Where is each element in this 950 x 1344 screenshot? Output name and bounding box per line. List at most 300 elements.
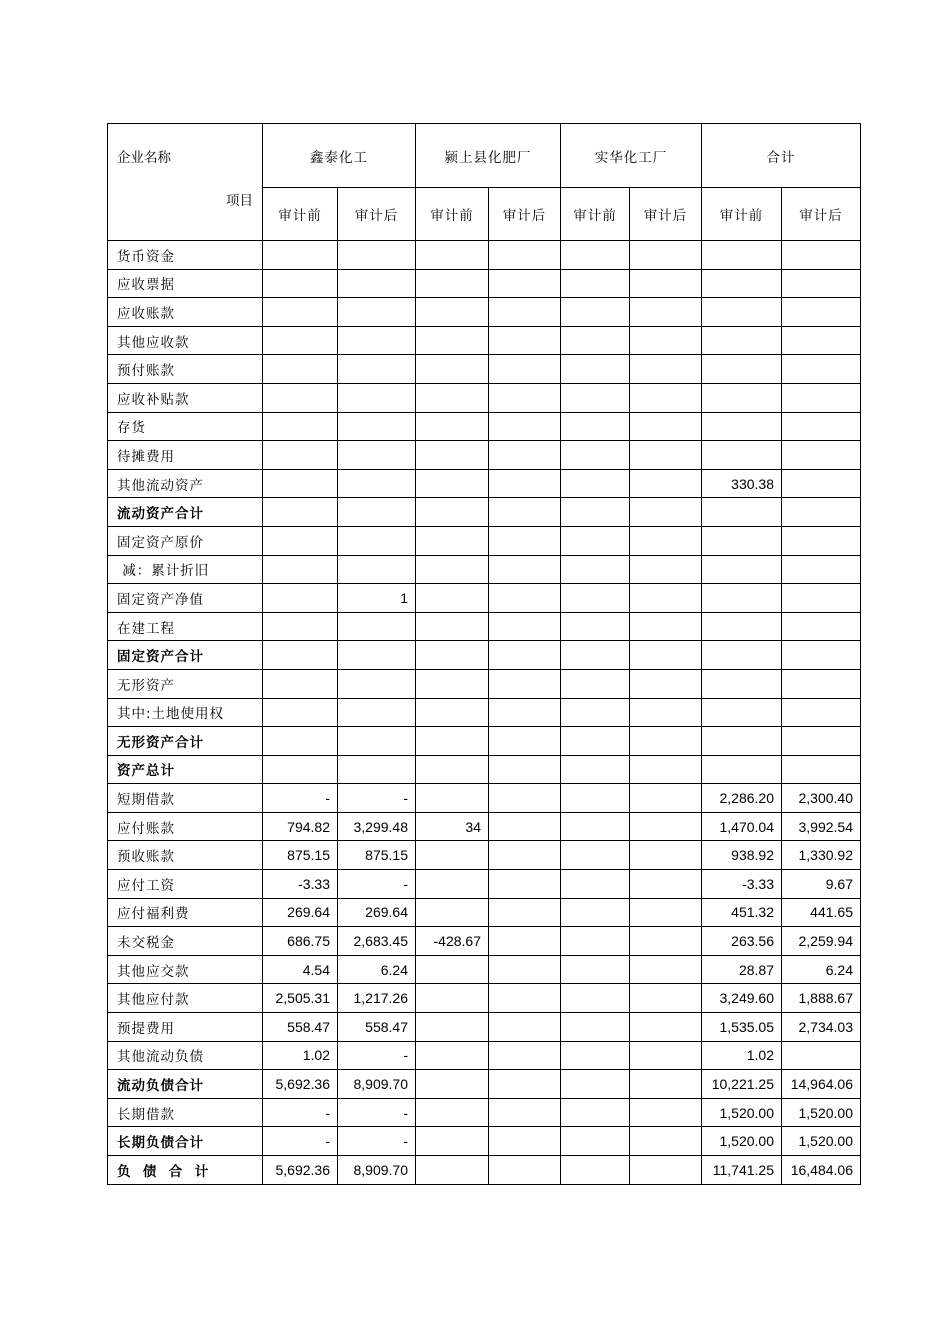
- row-label: 应付工资: [108, 870, 263, 899]
- value-cell: [561, 526, 630, 555]
- table-row: [108, 1070, 861, 1099]
- item-label: 项目: [226, 193, 253, 209]
- row-label: 其他应收款: [108, 326, 263, 355]
- table-row: [108, 584, 861, 613]
- value-cell: [630, 469, 702, 498]
- value-cell: [263, 698, 338, 727]
- value-cell: [702, 698, 782, 727]
- value-cell: [489, 669, 561, 698]
- value-cell: 8,909.70: [338, 1070, 416, 1099]
- value-cell: [561, 812, 630, 841]
- value-cell: 1,520.00: [702, 1127, 782, 1156]
- subheader-before: 审计前: [263, 188, 338, 241]
- value-cell: 9.67: [782, 870, 861, 899]
- value-cell: [561, 612, 630, 641]
- value-cell: 1,217.26: [338, 984, 416, 1013]
- value-cell: [561, 755, 630, 784]
- value-cell: [782, 555, 861, 584]
- value-cell: [561, 1156, 630, 1185]
- value-cell: [561, 298, 630, 327]
- table-row: [108, 1098, 861, 1127]
- value-cell: [416, 1041, 489, 1070]
- value-cell: [782, 1041, 861, 1070]
- value-cell: 451.32: [702, 898, 782, 927]
- value-cell: [630, 1127, 702, 1156]
- row-label: 无形资产: [108, 669, 263, 698]
- value-cell: 269.64: [263, 898, 338, 927]
- value-cell: 2,734.03: [782, 1013, 861, 1042]
- value-cell: [489, 1013, 561, 1042]
- value-cell: [561, 927, 630, 956]
- value-cell: [489, 1070, 561, 1099]
- row-label: 长期借款: [108, 1098, 263, 1127]
- value-cell: [561, 698, 630, 727]
- row-label: 在建工程: [108, 612, 263, 641]
- value-cell: -: [263, 1098, 338, 1127]
- value-cell: [702, 641, 782, 670]
- table-row: [108, 1127, 861, 1156]
- value-cell: [630, 669, 702, 698]
- value-cell: [702, 755, 782, 784]
- value-cell: 28.87: [702, 955, 782, 984]
- value-cell: [263, 755, 338, 784]
- table-row: [108, 241, 861, 270]
- row-label: 固定资产净值: [108, 584, 263, 613]
- value-cell: -: [338, 870, 416, 899]
- value-cell: [489, 1041, 561, 1070]
- row-label: 应付福利费: [108, 898, 263, 927]
- value-cell: [338, 412, 416, 441]
- value-cell: [782, 698, 861, 727]
- table-row: [108, 412, 861, 441]
- table-row: [108, 898, 861, 927]
- value-cell: [561, 641, 630, 670]
- header-row-companies: [108, 124, 861, 188]
- value-cell: [416, 755, 489, 784]
- value-cell: 2,259.94: [782, 927, 861, 956]
- value-cell: 263.56: [702, 927, 782, 956]
- value-cell: [489, 1156, 561, 1185]
- row-label: 资产总计: [108, 755, 263, 784]
- table-row: [108, 1013, 861, 1042]
- value-cell: [630, 841, 702, 870]
- value-cell: 875.15: [338, 841, 416, 870]
- value-cell: 2,300.40: [782, 784, 861, 813]
- subheader-after: 审计后: [630, 188, 702, 241]
- value-cell: 1,470.04: [702, 812, 782, 841]
- value-cell: [630, 526, 702, 555]
- value-cell: 875.15: [263, 841, 338, 870]
- value-cell: [416, 269, 489, 298]
- value-cell: [416, 412, 489, 441]
- value-cell: [416, 498, 489, 527]
- value-cell: [263, 669, 338, 698]
- row-label: 应付账款: [108, 812, 263, 841]
- value-cell: [489, 984, 561, 1013]
- company-name-label: 企业名称: [117, 150, 171, 166]
- value-cell: [561, 727, 630, 756]
- row-label: 其中:土地使用权: [108, 698, 263, 727]
- value-cell: [489, 755, 561, 784]
- value-cell: [489, 584, 561, 613]
- value-cell: -: [338, 1041, 416, 1070]
- value-cell: 3,299.48: [338, 812, 416, 841]
- value-cell: [782, 469, 861, 498]
- table-row: [108, 498, 861, 527]
- value-cell: 2,505.31: [263, 984, 338, 1013]
- value-cell: 2,286.20: [702, 784, 782, 813]
- value-cell: [263, 641, 338, 670]
- value-cell: [630, 441, 702, 470]
- value-cell: [489, 298, 561, 327]
- row-label: 预收账款: [108, 841, 263, 870]
- value-cell: [702, 526, 782, 555]
- value-cell: [630, 812, 702, 841]
- value-cell: [630, 1070, 702, 1099]
- value-cell: [489, 1098, 561, 1127]
- value-cell: [782, 669, 861, 698]
- value-cell: [489, 498, 561, 527]
- value-cell: [561, 412, 630, 441]
- table-row: [108, 469, 861, 498]
- value-cell: [561, 1041, 630, 1070]
- company-header-yingshang: 颍上县化肥厂: [416, 124, 561, 188]
- value-cell: [489, 698, 561, 727]
- value-cell: [489, 870, 561, 899]
- table-row: [108, 955, 861, 984]
- value-cell: [782, 498, 861, 527]
- value-cell: [416, 1156, 489, 1185]
- value-cell: [630, 898, 702, 927]
- subheader-after: 审计后: [489, 188, 561, 241]
- value-cell: [782, 269, 861, 298]
- value-cell: [263, 355, 338, 384]
- table-row: [108, 784, 861, 813]
- value-cell: [561, 355, 630, 384]
- value-cell: 16,484.06: [782, 1156, 861, 1185]
- value-cell: 14,964.06: [782, 1070, 861, 1099]
- value-cell: [630, 355, 702, 384]
- subheader-after: 审计后: [338, 188, 416, 241]
- value-cell: [630, 269, 702, 298]
- value-cell: [782, 412, 861, 441]
- value-cell: [416, 698, 489, 727]
- value-cell: [561, 955, 630, 984]
- value-cell: [416, 1070, 489, 1099]
- row-label: 其他应交款: [108, 955, 263, 984]
- value-cell: [630, 641, 702, 670]
- value-cell: [630, 984, 702, 1013]
- table-row: [108, 698, 861, 727]
- value-cell: [416, 584, 489, 613]
- value-cell: [702, 441, 782, 470]
- value-cell: [338, 241, 416, 270]
- value-cell: [263, 269, 338, 298]
- value-cell: [561, 841, 630, 870]
- value-cell: 3,992.54: [782, 812, 861, 841]
- value-cell: [263, 469, 338, 498]
- value-cell: [416, 526, 489, 555]
- value-cell: [489, 441, 561, 470]
- value-cell: [561, 498, 630, 527]
- row-label: 预付账款: [108, 355, 263, 384]
- row-label: 其他应付款: [108, 984, 263, 1013]
- value-cell: [630, 955, 702, 984]
- value-cell: [630, 1098, 702, 1127]
- value-cell: [630, 498, 702, 527]
- value-cell: [416, 898, 489, 927]
- value-cell: [489, 269, 561, 298]
- value-cell: [416, 1013, 489, 1042]
- value-cell: [561, 870, 630, 899]
- value-cell: [702, 498, 782, 527]
- value-cell: [561, 1127, 630, 1156]
- value-cell: [561, 898, 630, 927]
- value-cell: -428.67: [416, 927, 489, 956]
- value-cell: [782, 441, 861, 470]
- value-cell: -: [338, 1098, 416, 1127]
- value-cell: [338, 441, 416, 470]
- value-cell: [782, 526, 861, 555]
- value-cell: [416, 641, 489, 670]
- value-cell: 1,330.92: [782, 841, 861, 870]
- value-cell: [782, 584, 861, 613]
- value-cell: [782, 641, 861, 670]
- value-cell: 5,692.36: [263, 1070, 338, 1099]
- company-header-total: 合计: [702, 124, 861, 188]
- value-cell: [561, 584, 630, 613]
- value-cell: [782, 727, 861, 756]
- value-cell: [489, 526, 561, 555]
- value-cell: [702, 584, 782, 613]
- value-cell: [416, 298, 489, 327]
- value-cell: -3.33: [263, 870, 338, 899]
- value-cell: 558.47: [263, 1013, 338, 1042]
- value-cell: [489, 412, 561, 441]
- value-cell: [416, 355, 489, 384]
- value-cell: 4.54: [263, 955, 338, 984]
- value-cell: [630, 698, 702, 727]
- value-cell: [782, 383, 861, 412]
- value-cell: [489, 641, 561, 670]
- value-cell: [630, 870, 702, 899]
- row-label: 长期负债合计: [108, 1127, 263, 1156]
- value-cell: [416, 326, 489, 355]
- row-label: 流动负债合计: [108, 1070, 263, 1099]
- value-cell: [489, 241, 561, 270]
- value-cell: [561, 241, 630, 270]
- row-label: 流动资产合计: [108, 498, 263, 527]
- table-row: [108, 927, 861, 956]
- table-row: [108, 727, 861, 756]
- company-header-shihua: 实华化工厂: [561, 124, 702, 188]
- table-row: [108, 755, 861, 784]
- value-cell: [702, 241, 782, 270]
- row-label: 固定资产合计: [108, 641, 263, 670]
- value-cell: [416, 612, 489, 641]
- value-cell: [416, 1127, 489, 1156]
- value-cell: [782, 355, 861, 384]
- value-cell: [416, 870, 489, 899]
- row-label: 应收票据: [108, 269, 263, 298]
- value-cell: 10,221.25: [702, 1070, 782, 1099]
- value-cell: [416, 727, 489, 756]
- value-cell: [702, 412, 782, 441]
- value-cell: [561, 1070, 630, 1099]
- table-row: [108, 298, 861, 327]
- table-row: [108, 841, 861, 870]
- value-cell: [489, 727, 561, 756]
- value-cell: [338, 269, 416, 298]
- value-cell: [630, 1156, 702, 1185]
- value-cell: [263, 383, 338, 412]
- value-cell: 686.75: [263, 927, 338, 956]
- subheader-before: 审计前: [702, 188, 782, 241]
- table-row: [108, 870, 861, 899]
- company-header-xintai: 鑫泰化工: [263, 124, 416, 188]
- value-cell: [702, 298, 782, 327]
- value-cell: [416, 669, 489, 698]
- corner-header-cell: [108, 124, 263, 241]
- table-row: [108, 355, 861, 384]
- value-cell: [702, 383, 782, 412]
- value-cell: 441.65: [782, 898, 861, 927]
- row-label: 货币资金: [108, 241, 263, 270]
- table-row: [108, 441, 861, 470]
- value-cell: [702, 555, 782, 584]
- row-label: 其他流动资产: [108, 469, 263, 498]
- table-row: [108, 1156, 861, 1185]
- value-cell: [416, 241, 489, 270]
- row-label: 减：累计折旧: [108, 555, 263, 584]
- value-cell: [702, 355, 782, 384]
- table-row: [108, 1041, 861, 1070]
- row-label: 未交税金: [108, 927, 263, 956]
- value-cell: [702, 612, 782, 641]
- value-cell: [782, 612, 861, 641]
- value-cell: [263, 526, 338, 555]
- value-cell: [561, 669, 630, 698]
- value-cell: [338, 355, 416, 384]
- value-cell: [782, 298, 861, 327]
- value-cell: [338, 383, 416, 412]
- value-cell: [263, 612, 338, 641]
- value-cell: [561, 555, 630, 584]
- value-cell: [782, 326, 861, 355]
- row-label: 应收账款: [108, 298, 263, 327]
- value-cell: -: [263, 1127, 338, 1156]
- value-cell: [416, 1098, 489, 1127]
- table-row: [108, 383, 861, 412]
- value-cell: [782, 755, 861, 784]
- value-cell: [630, 412, 702, 441]
- value-cell: -: [338, 1127, 416, 1156]
- value-cell: [489, 955, 561, 984]
- value-cell: [630, 927, 702, 956]
- row-label: 存货: [108, 412, 263, 441]
- value-cell: [561, 1098, 630, 1127]
- value-cell: [338, 555, 416, 584]
- value-cell: 1,520.00: [702, 1098, 782, 1127]
- value-cell: [338, 641, 416, 670]
- value-cell: [630, 383, 702, 412]
- value-cell: [338, 727, 416, 756]
- value-cell: [338, 469, 416, 498]
- value-cell: [630, 727, 702, 756]
- table-row: [108, 526, 861, 555]
- value-cell: [630, 784, 702, 813]
- value-cell: [630, 241, 702, 270]
- row-label: 无形资产合计: [108, 727, 263, 756]
- row-label: 短期借款: [108, 784, 263, 813]
- row-label: 预提费用: [108, 1013, 263, 1042]
- value-cell: [416, 383, 489, 412]
- value-cell: [561, 984, 630, 1013]
- value-cell: [630, 326, 702, 355]
- subheader-before: 审计前: [561, 188, 630, 241]
- value-cell: 1,888.67: [782, 984, 861, 1013]
- value-cell: 1,520.00: [782, 1098, 861, 1127]
- value-cell: [489, 784, 561, 813]
- value-cell: [489, 555, 561, 584]
- value-cell: [416, 955, 489, 984]
- value-cell: [416, 555, 489, 584]
- value-cell: [489, 469, 561, 498]
- value-cell: [338, 526, 416, 555]
- table-row: [108, 269, 861, 298]
- value-cell: 8,909.70: [338, 1156, 416, 1185]
- value-cell: [630, 1013, 702, 1042]
- value-cell: [630, 584, 702, 613]
- value-cell: [263, 555, 338, 584]
- value-cell: [338, 755, 416, 784]
- value-cell: 794.82: [263, 812, 338, 841]
- value-cell: [702, 269, 782, 298]
- value-cell: [489, 326, 561, 355]
- value-cell: 1: [338, 584, 416, 613]
- value-cell: 11,741.25: [702, 1156, 782, 1185]
- value-cell: -3.33: [702, 870, 782, 899]
- value-cell: [338, 669, 416, 698]
- value-cell: [630, 1041, 702, 1070]
- row-label: 应收补贴款: [108, 383, 263, 412]
- value-cell: 5,692.36: [263, 1156, 338, 1185]
- value-cell: [416, 841, 489, 870]
- value-cell: [263, 298, 338, 327]
- value-cell: 269.64: [338, 898, 416, 927]
- value-cell: [782, 241, 861, 270]
- value-cell: 1,535.05: [702, 1013, 782, 1042]
- value-cell: [263, 727, 338, 756]
- table-row: [108, 326, 861, 355]
- table-row: [108, 641, 861, 670]
- value-cell: [489, 355, 561, 384]
- table-row: [108, 555, 861, 584]
- value-cell: [416, 984, 489, 1013]
- value-cell: [338, 498, 416, 527]
- value-cell: [561, 784, 630, 813]
- audit-comparison-table: [107, 123, 861, 1185]
- value-cell: [416, 469, 489, 498]
- value-cell: [489, 927, 561, 956]
- row-label: 固定资产原价: [108, 526, 263, 555]
- value-cell: [489, 612, 561, 641]
- value-cell: [561, 269, 630, 298]
- value-cell: [263, 241, 338, 270]
- value-cell: 34: [416, 812, 489, 841]
- value-cell: [338, 612, 416, 641]
- subheader-after: 审计后: [782, 188, 861, 241]
